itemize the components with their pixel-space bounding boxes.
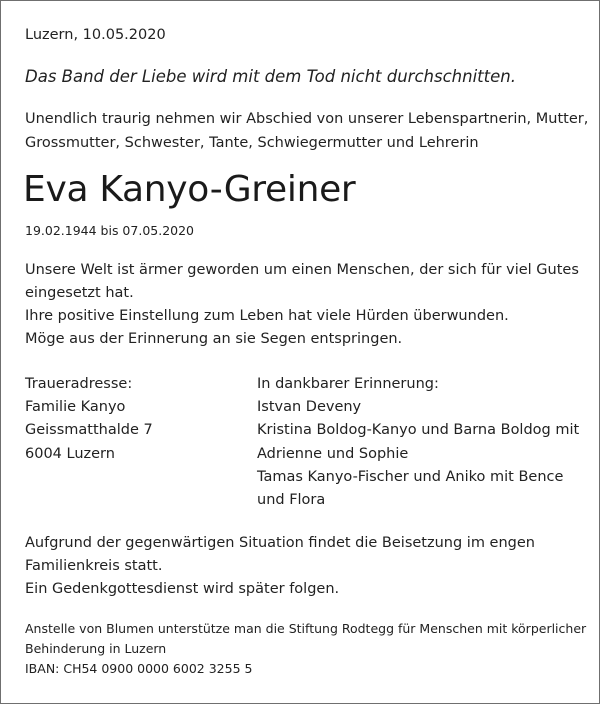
donation-line: Behinderung in Luzern [25, 641, 167, 656]
deceased-name: Eva Kanyo-Greiner [23, 169, 356, 210]
mourning-address [25, 373, 153, 466]
intro-paragraph [25, 107, 588, 155]
address-line: 6004 Luzern [25, 445, 115, 462]
intro-line: Unendlich traurig nehmen wir Abschied von unserer Lebenspartnerin, Mutter, [25, 111, 589, 127]
mourners-heading: In dankbarer Erinnerung: [257, 376, 439, 392]
tribute-paragraph [25, 259, 579, 351]
intro-line: Grossmutter, Schwester, Tante, Schwiegermutter und Lehrerin [25, 135, 479, 151]
mourner-line: Kristina Boldog-Kanyo und Barna Boldog mit [257, 422, 580, 439]
funeral-info [25, 532, 535, 602]
mourner-line: und Flora [257, 492, 326, 509]
funeral-line: Familienkreis statt. [25, 558, 163, 575]
tribute-line: Ihre positive Einstellung zum Leben hat viele Hürden überwunden. [25, 308, 509, 324]
tribute-line: Unsere Welt ist ärmer geworden um einen Menschen, der sich für viel Gutes [25, 262, 579, 278]
tribute-line: Möge aus der Erinnerung an sie Segen entspringen. [25, 331, 403, 347]
tribute-line: eingesetzt hat. [25, 285, 134, 301]
donation-line: Anstelle von Blumen unterstütze man die Stiftung Rodtegg für Menschen mit körperlicher [25, 621, 587, 636]
mourner-line: Istvan Deveny [257, 399, 362, 416]
address-line: Geissmatthalde 7 [25, 422, 153, 439]
address-heading: Traueradresse: [25, 376, 133, 392]
donation-note [25, 619, 586, 679]
iban: IBAN: CH54 0900 0000 6002 3255 5 [25, 661, 253, 676]
life-dates: 19.02.1944 bis 07.05.2020 [25, 223, 195, 238]
funeral-line: Ein Gedenkgottesdienst wird später folgen. [25, 581, 340, 598]
mourner-line: Adrienne und Sophie [257, 445, 409, 462]
funeral-line: Aufgrund der gegenwärtigen Situation findet die Beisetzung im engen [25, 535, 535, 551]
mourners-list [257, 373, 579, 512]
address-line: Familie Kanyo [25, 399, 126, 416]
dateline: Luzern, 10.05.2020 [25, 27, 166, 43]
motto-quote: Das Band der Liebe wird mit dem Tod nicht durchschnitten. [25, 67, 516, 86]
mourner-line: Tamas Kanyo-Fischer und Aniko mit Bence [257, 468, 564, 485]
